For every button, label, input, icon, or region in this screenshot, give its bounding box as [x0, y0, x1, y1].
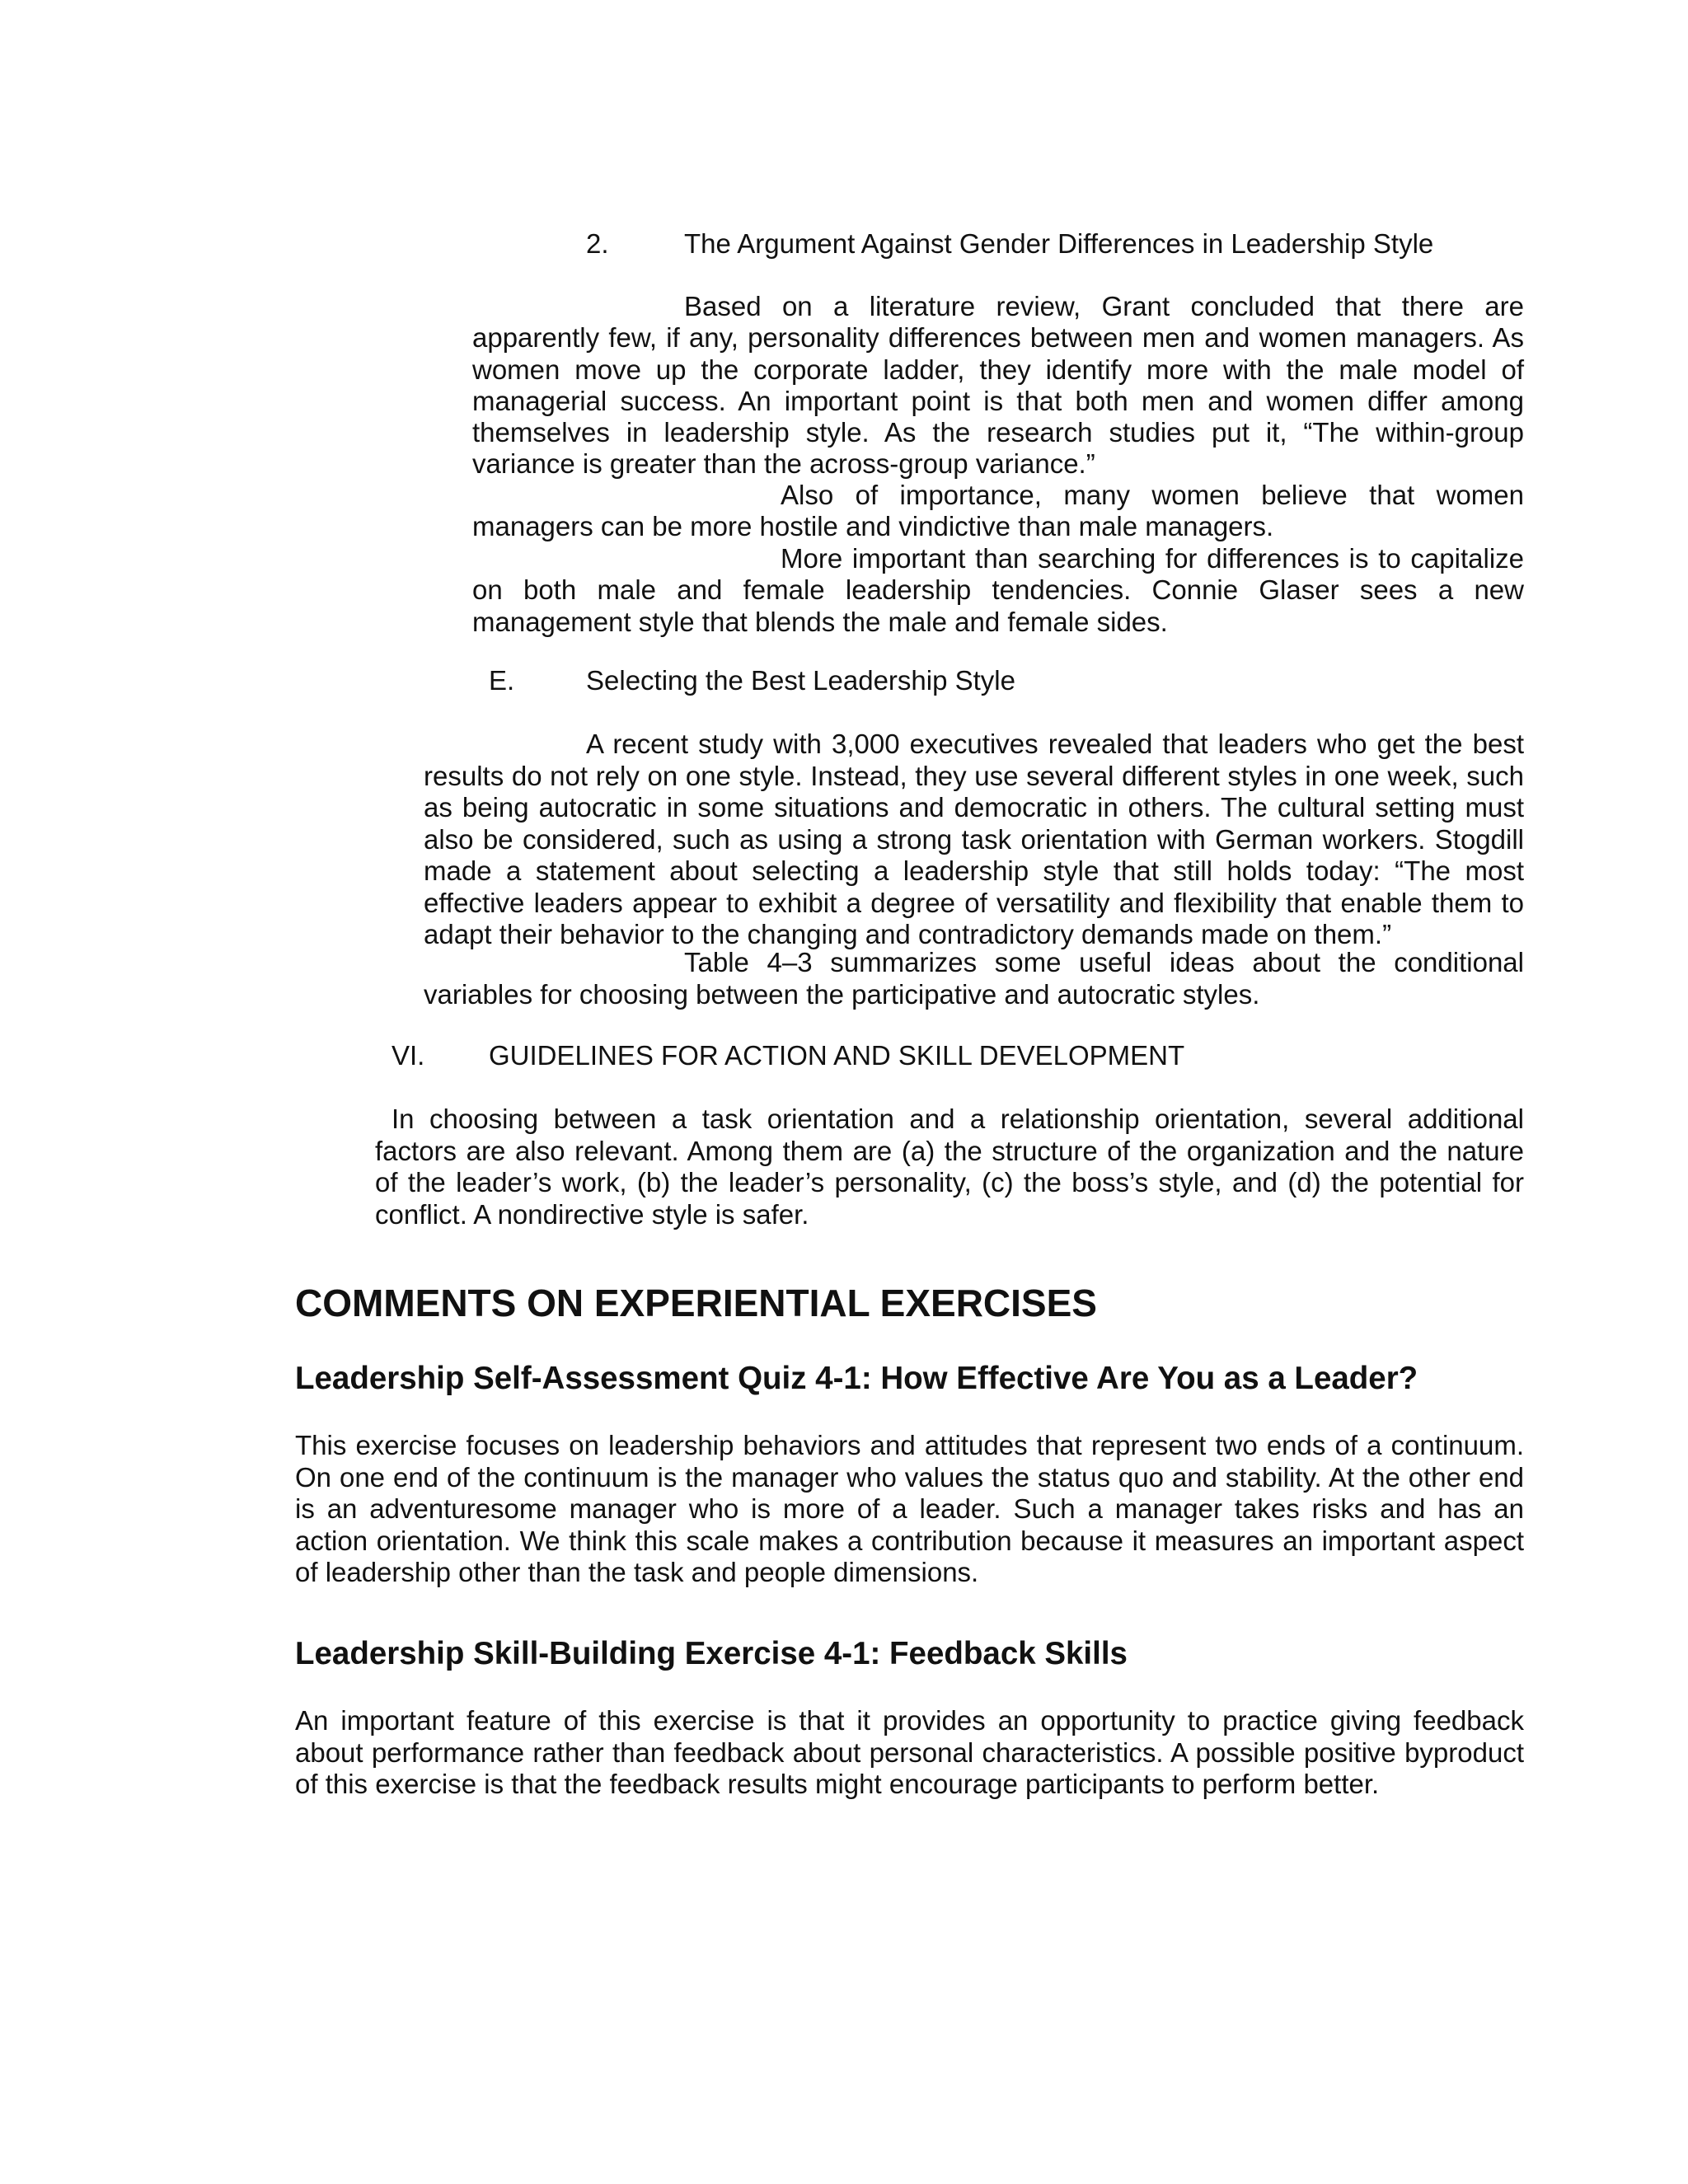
section-2-paragraph-2: Also of importance, many women believe that women managers can be more hostile and vindictive than male managers.	[472, 480, 1524, 542]
section-e-heading: Selecting the Best Leadership Style	[586, 665, 1015, 696]
exercise-heading: Leadership Skill-Building Exercise 4-1: Feedback Skills	[295, 1636, 1128, 1671]
section-e-letter: E.	[489, 665, 515, 696]
quiz-paragraph: This exercise focuses on leadership behaviors and attitudes that represent two ends of a continuum. On one end of the continuum is the manager who values the status quo and stability. At the other end is an adventuresome manager who is more of a leader. Such a manager takes risks and has an action orientation. We think this scale makes a contribution because it measures an important aspect of leadership other than the task and people dimensions.	[295, 1430, 1524, 1587]
section-vi-heading: GUIDELINES FOR ACTION AND SKILL DEVELOPMENT	[489, 1040, 1185, 1071]
exercise-paragraph: An important feature of this exercise is that it provides an opportunity to practice giving feedback about performance rather than feedback about personal characteristics. A possible positive byproduct of this exercise is that the feedback results might encourage participants to perform better.	[295, 1705, 1524, 1799]
section-e-paragraph-2: Table 4–3 summarizes some useful ideas about the conditional variables for choosing between the participative and autocratic styles.	[424, 947, 1524, 1010]
quiz-heading: Leadership Self-Assessment Quiz 4-1: How Effective Are You as a Leader?	[295, 1361, 1418, 1396]
section-2-paragraph-3: More important than searching for differences is to capitalize on both male and female leadership tendencies. Connie Glaser sees a new management style that blends the male and female sides.	[472, 543, 1524, 637]
section-e-paragraph-1: A recent study with 3,000 executives revealed that leaders who get the best results do not rely on one style. Instead, they use several different styles in one week, such as being autocratic in some situations and democratic in others. The cultural setting must also be considered, such as using a strong task orientation with German workers. Stogdill made a statement about selecting a leadership style that still holds today: “The most effective leaders appear to exhibit a degree of versatility and flexibility that enable them to adapt their behavior to the changing and contradictory demands made on them.”	[424, 729, 1524, 949]
section-2-heading: The Argument Against Gender Differences in Leadership Style	[684, 228, 1434, 259]
section-2-number: 2.	[586, 228, 609, 259]
section-2-paragraph-1: Based on a literature review, Grant concluded that there are apparently few, if any, personality differences between men and women managers. As women move up the corporate ladder, they identify more with the male model of managerial success. An important point is that both men and women differ among themselves in leadership style. As the research studies put it, “The within-group variance is greater than the across-group variance.”	[472, 291, 1524, 480]
comments-title: COMMENTS ON EXPERIENTIAL EXERCISES	[295, 1282, 1097, 1324]
section-vi-numeral: VI.	[392, 1040, 425, 1071]
section-vi-paragraph: In choosing between a task orientation and a relationship orientation, several additional factors are also relevant. Among them are (a) the structure of the organization and the nature of the leader’s work, (b) the leader’s personality, (c) the boss’s style, and (d) the potential for conflict. A nondirective style is safer.	[375, 1104, 1524, 1230]
